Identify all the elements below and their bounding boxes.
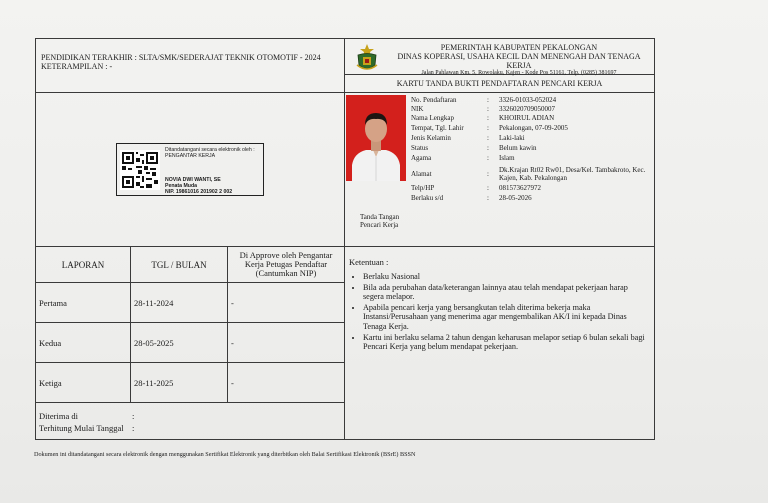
term-item: • Kartu ini berlaku selama 2 tahun dengan keharusan melapor setiap 6 bulan sekali bagi Pencari Kerja yang belum mendapat pekerjaan. xyxy=(363,333,649,352)
field-label: NIK xyxy=(411,105,424,113)
hired-row xyxy=(39,422,134,434)
received-colon: : xyxy=(132,411,135,421)
report-table xyxy=(35,246,345,403)
field-label: Agama xyxy=(411,154,432,162)
table-row xyxy=(36,323,345,363)
gov-address: Jalan Pahlawan Km. 5, Rowolaku, Kajen - Kode Pos 51161, Telp. (0285) 381697 xyxy=(421,70,617,76)
header-divider xyxy=(35,92,655,93)
qr-code-icon xyxy=(120,150,160,190)
signature-caption-line-2: Pencari Kerja xyxy=(360,221,399,229)
field-label: Nama Lengkap xyxy=(411,114,454,122)
report-approval: - xyxy=(228,283,345,323)
table-row xyxy=(36,363,345,403)
education-info xyxy=(41,53,341,71)
report-date: 28-11-2024 xyxy=(131,283,228,323)
col-header-report: LAPORAN xyxy=(36,247,131,283)
received-label: Diterima di xyxy=(39,411,78,421)
pekalongan-emblem-icon xyxy=(354,43,380,73)
field-label: Berlaku s/d xyxy=(411,194,444,202)
report-label: Kedua xyxy=(36,323,131,363)
government-header xyxy=(385,43,653,77)
report-date: 28-11-2025 xyxy=(131,363,228,403)
phone: 081573627972 xyxy=(499,184,541,192)
marital-status: Belum kawin xyxy=(499,144,537,152)
received-row xyxy=(39,410,134,422)
report-approval: - xyxy=(228,323,345,363)
field-row: Alamat : Dk.Krajan Rt02 Rw01, Desa/Kel. Tambakroto, Kec. Kajen, Kab. Pekalongan xyxy=(411,164,651,184)
term-item: • Berlaku Nasional xyxy=(363,272,649,282)
field-row: NIK : 3326020709050007 xyxy=(411,105,555,113)
field-row: Status : Belum kawin xyxy=(411,144,537,152)
report-label: Ketiga xyxy=(36,363,131,403)
valid-until: 28-05-2026 xyxy=(499,194,532,202)
education-line: PENDIDIKAN TERAKHIR : SLTA/SMK/SEDERAJAT TEKNIK OTOMOTIF - 2024 xyxy=(41,53,321,62)
field-label: Status xyxy=(411,144,429,152)
col-header-approval: Di Approve oleh Pengantar Kerja Petugas Pendaftar (Cantumkan NIP) xyxy=(228,247,345,283)
report-label: Pertama xyxy=(36,283,131,323)
birth-place-date: Pekalongan, 07-09-2005 xyxy=(499,124,568,132)
report-approval: - xyxy=(228,363,345,403)
signer-nip: NIP. 19861016 201902 2 002 xyxy=(165,189,233,195)
hired-label: Terhitung Mulai Tanggal xyxy=(39,423,124,433)
terms-section xyxy=(349,257,649,353)
receipt-info xyxy=(39,410,134,434)
e-signature-box xyxy=(116,143,264,196)
terms-list xyxy=(349,272,649,352)
report-date: 28-05-2025 xyxy=(131,323,228,363)
signature-caption xyxy=(360,213,399,229)
gov-line-1: PEMERINTAH KABUPATEN PEKALONGAN xyxy=(440,43,598,52)
col-header-date: TGL / BULAN xyxy=(131,247,228,283)
hired-colon: : xyxy=(132,423,135,433)
field-label: Jenis Kelamin xyxy=(411,134,451,142)
footer-note: Dokumen ini ditandatangani secara elektronik dengan menggunakan Sertifikat Elektronik yang diterbitkan oleh Balai Sertifikasi Elektronik (BSrE) BSSN xyxy=(34,451,416,458)
field-row: Berlaku s/d : 28-05-2026 xyxy=(411,194,532,202)
signer-name: NOVIA DWI WANTI, SE xyxy=(165,177,221,183)
field-label: Tempat, Tgl. Lahir xyxy=(411,124,464,132)
field-row: No. Pendaftaran : 3326-01033-052024 xyxy=(411,96,557,104)
gender: Laki-laki xyxy=(499,134,525,142)
field-row: Jenis Kelamin : Laki-laki xyxy=(411,134,525,142)
full-name: KHOIRUL ADIAN xyxy=(499,114,555,122)
registration-number: 3326-01033-052024 xyxy=(499,96,557,104)
card-title: KARTU TANDA BUKTI PENDAFTARAN PENCARI KERJA xyxy=(396,79,603,88)
field-row: Agama : Islam xyxy=(411,154,515,162)
field-label: Telp/HP xyxy=(411,184,435,192)
signer-role: PENGANTAR KERJA xyxy=(165,153,216,159)
terms-title: Ketentuan : xyxy=(349,257,389,267)
term-item: • Bila ada perubahan data/keterangan lainnya atau telah mendapat pekerjaan harap segera melapor. xyxy=(363,283,649,302)
nik-value: 3326020709050007 xyxy=(499,105,555,113)
applicant-photo xyxy=(346,95,406,181)
table-row xyxy=(36,283,345,323)
gov-line-2: DINAS KOPERASI, USAHA KECIL DAN MENENGAH DAN TENAGA KERJA xyxy=(397,52,641,70)
field-row: Telp/HP : 081573627972 xyxy=(411,184,541,192)
applicant-details xyxy=(411,96,651,204)
table-header-row xyxy=(36,247,345,283)
address: Dk.Krajan Rt02 Rw01, Desa/Kel. Tambakroto, Kec. Kajen, Kab. Pekalongan xyxy=(499,166,646,182)
skills-line: KETERAMPILAN : - xyxy=(41,62,113,71)
field-label: Alamat xyxy=(411,170,432,178)
field-row: Nama Lengkap : KHOIRUL ADIAN xyxy=(411,114,555,122)
signed-text: Ditandatangani secara elektronik oleh : xyxy=(165,147,255,153)
field-label: No. Pendaftaran xyxy=(411,96,457,104)
signature-caption-line-1: Tanda Tangan xyxy=(360,213,400,221)
religion: Islam xyxy=(499,154,515,162)
signer-rank: Penata Muda xyxy=(165,183,197,189)
term-item: • Apabila pencari kerja yang bersangkutan telah diterima bekerja maka Instansi/Perusahaan yang menerima agar mengembalikan AK/I ini kepada Dinas Tenaga Kerja. xyxy=(363,303,649,332)
field-row: Tempat, Tgl. Lahir : Pekalongan, 07-09-2005 xyxy=(411,124,568,132)
